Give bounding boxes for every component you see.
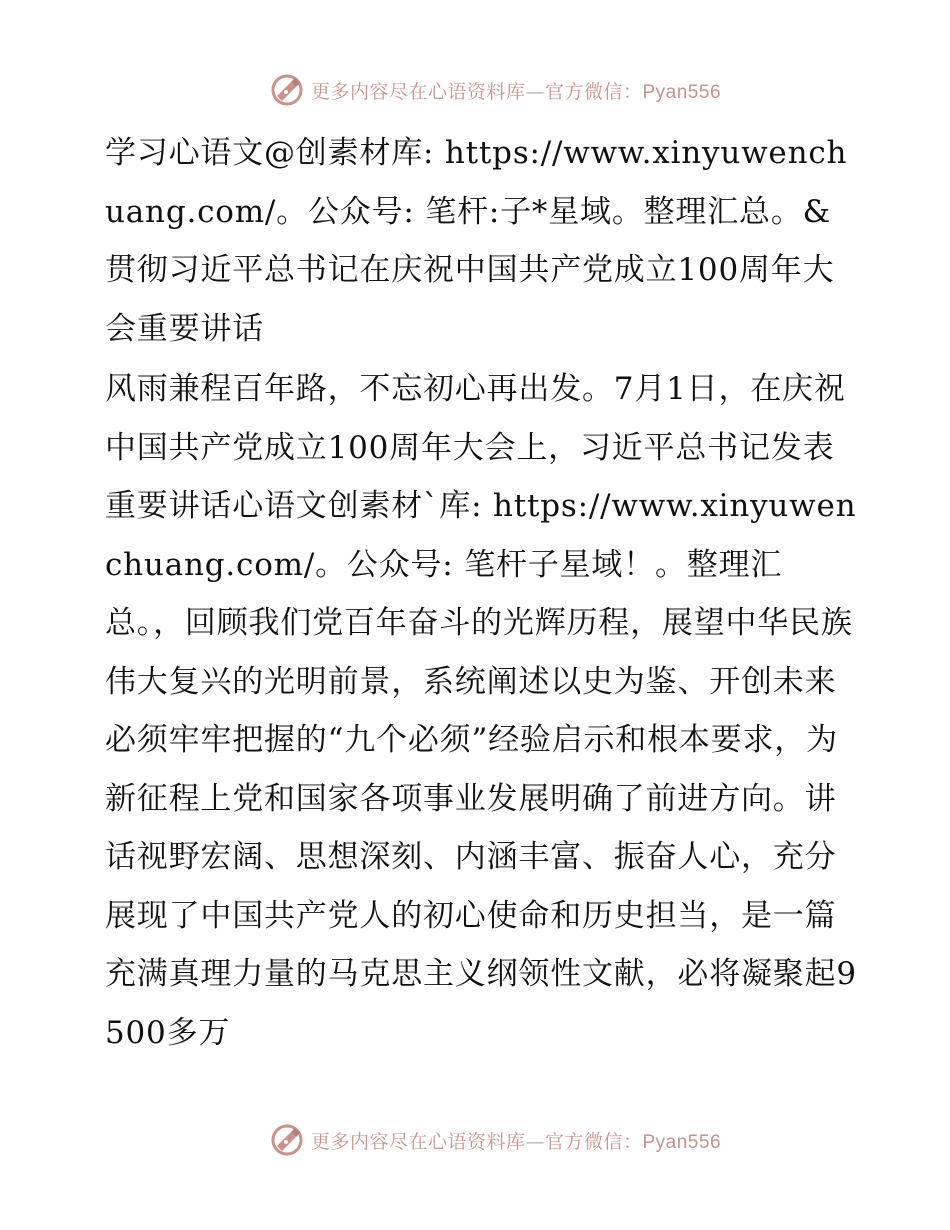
header-banner: [0, 68, 950, 112]
footer-banner: [0, 1118, 950, 1162]
document-body: [97, 124, 857, 1062]
paragraph-main: 风雨兼程百年路，不忘初心再出发。7月1日，在庆祝中国共产党成立100周年大会上，习近平总书记发表重要讲话心语文创素材`库: https://www.xinyuwenchuang.com/。公众号: 笔杆子星域！。整理汇总。，回顾我们党百年奋斗的光辉历程，展望中华民族伟大复兴的光明前景，系统阐述以史为鉴、开创未来必须牢牢把握的“九个必须”经验启示和根本要求，为新征程上党和国家各项事业发展明确了前进方向。讲话视野宏阔、思想深刻、内涵丰富、振奋人心，充分展现了中国共产党人的初心使命和历史担当，是一篇充满真理力量的马克思主义纲领性文献，必将凝聚起9500多万: [105, 371, 857, 1051]
paragraph-title: 学习心语文@创素材库: https://www.xinyuwenchuang.com/。公众号: 笔杆:子*星域。整理汇总。&贯彻习近平总书记在庆祝中国共产党成立100周年大会重要讲话: [105, 135, 848, 347]
footer-banner-text: [311, 1127, 721, 1154]
footer-banner-title: 更多内容尽在心语资料库: [310, 1130, 526, 1153]
header-banner-separator: —: [525, 80, 545, 103]
header-wechat-id: Pyan556: [642, 81, 722, 103]
header-banner-content: [269, 72, 721, 108]
footer-wechat-id: Pyan556: [642, 1131, 722, 1153]
pen-nib-circle-logo-icon: [269, 72, 305, 108]
header-banner-title: 更多内容尽在心语资料库: [310, 80, 526, 103]
pen-nib-circle-logo-icon: [269, 1122, 305, 1158]
footer-wechat-label: 官方微信：: [544, 1130, 643, 1153]
header-banner-text: [311, 77, 721, 104]
footer-banner-separator: —: [525, 1130, 545, 1153]
footer-banner-content: [269, 1122, 721, 1158]
header-wechat-label: 官方微信：: [544, 80, 643, 103]
